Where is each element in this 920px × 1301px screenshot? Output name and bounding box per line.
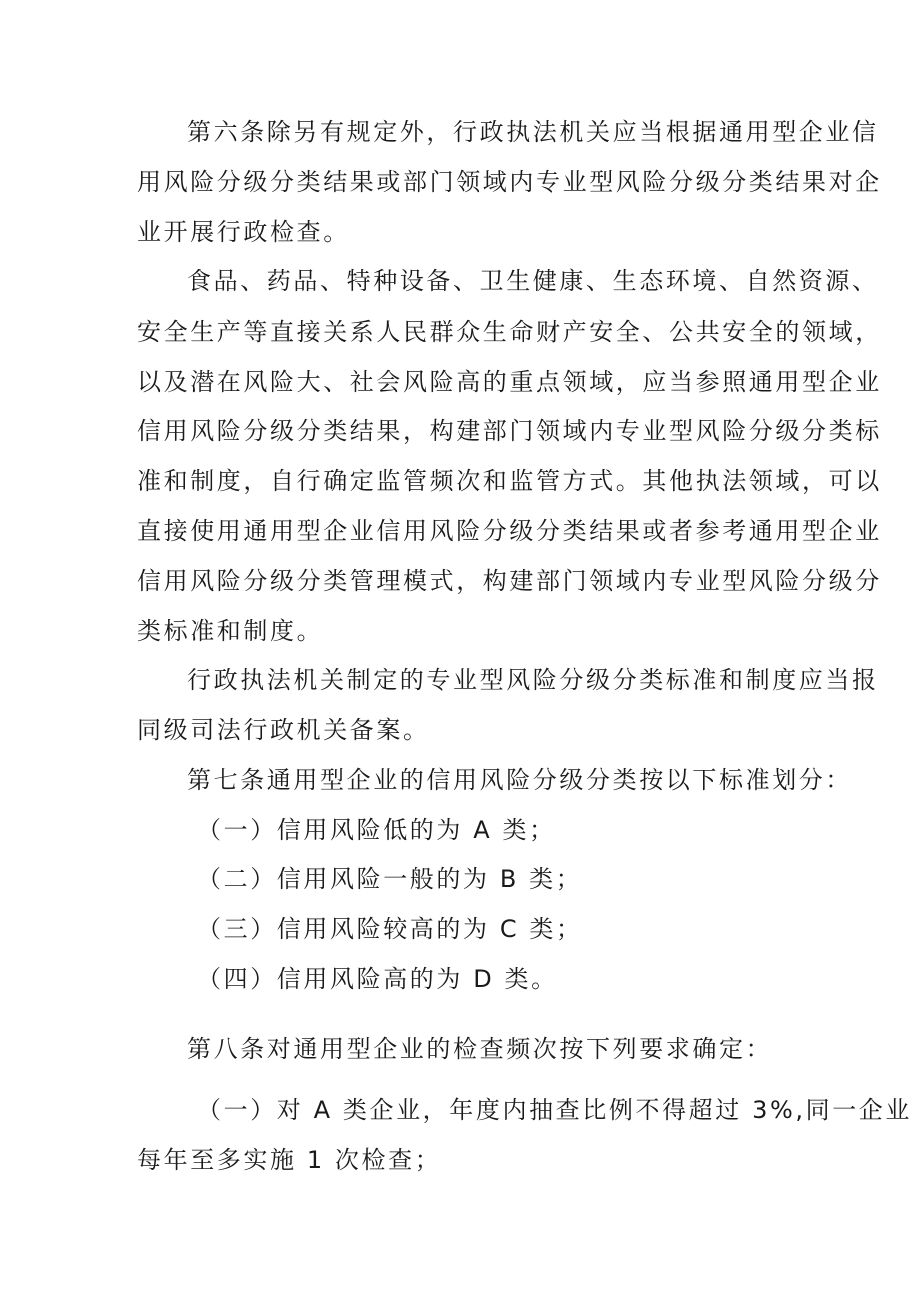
article7-item-c: （三）信用风险较高的为 C 类； (197, 915, 583, 943)
article8-item1-line-2: 每年至多实施 1 次检查； (137, 1146, 442, 1174)
article6-para2-line-4: 信用风险分级分类结果，构建部门领域内专业型风险分级分类标 (137, 417, 882, 445)
article6-para2-line-1: 食品、药品、特种设备、卫生健康、生态环境、自然资源、 (187, 267, 879, 295)
article6-para2-line-6: 直接使用通用型企业信用风险分级分类结果或者参考通用型企业 (137, 517, 882, 545)
article7-intro: 第七条通用型企业的信用风险分级分类按以下标准划分： (187, 766, 852, 794)
article6-para2-line-5: 准和制度，自行确定监管频次和监管方式。其他执法领域，可以 (137, 467, 882, 495)
article6-line-2: 用风险分级分类结果或部门领域内专业型风险分级分类结果对企 (137, 168, 882, 196)
article6-para2-line-8: 类标准和制度。 (137, 617, 324, 645)
article8-intro: 第八条对通用型企业的检查频次按下列要求确定： (187, 1035, 773, 1063)
article7-item-a: （一）信用风险低的为 A 类； (197, 816, 556, 844)
article6-para2-line-2: 安全生产等直接关系人民群众生命财产安全、公共安全的领域， (137, 318, 882, 346)
article6-para2-line-3: 以及潜在风险大、社会风险高的重点领域，应当参照通用型企业 (137, 368, 882, 396)
article7-item-d: （四）信用风险高的为 D 类。 (197, 965, 558, 993)
article6-line-1: 第六条除另有规定外，行政执法机关应当根据通用型企业信 (187, 118, 879, 146)
article6-line-3: 业开展行政检查。 (137, 218, 350, 246)
article8-item1-line-1: （一）对 A 类企业，年度内抽查比例不得超过 3%,同一企业 (197, 1096, 913, 1124)
article7-item-b: （二）信用风险一般的为 B 类； (197, 865, 583, 893)
article6-para3-line-2: 同级司法行政机关备案。 (137, 716, 430, 744)
article6-para2-line-7: 信用风险分级分类管理模式，构建部门领域内专业型风险分级分 (137, 567, 882, 595)
article6-para3-line-1: 行政执法机关制定的专业型风险分级分类标准和制度应当报 (187, 666, 879, 694)
